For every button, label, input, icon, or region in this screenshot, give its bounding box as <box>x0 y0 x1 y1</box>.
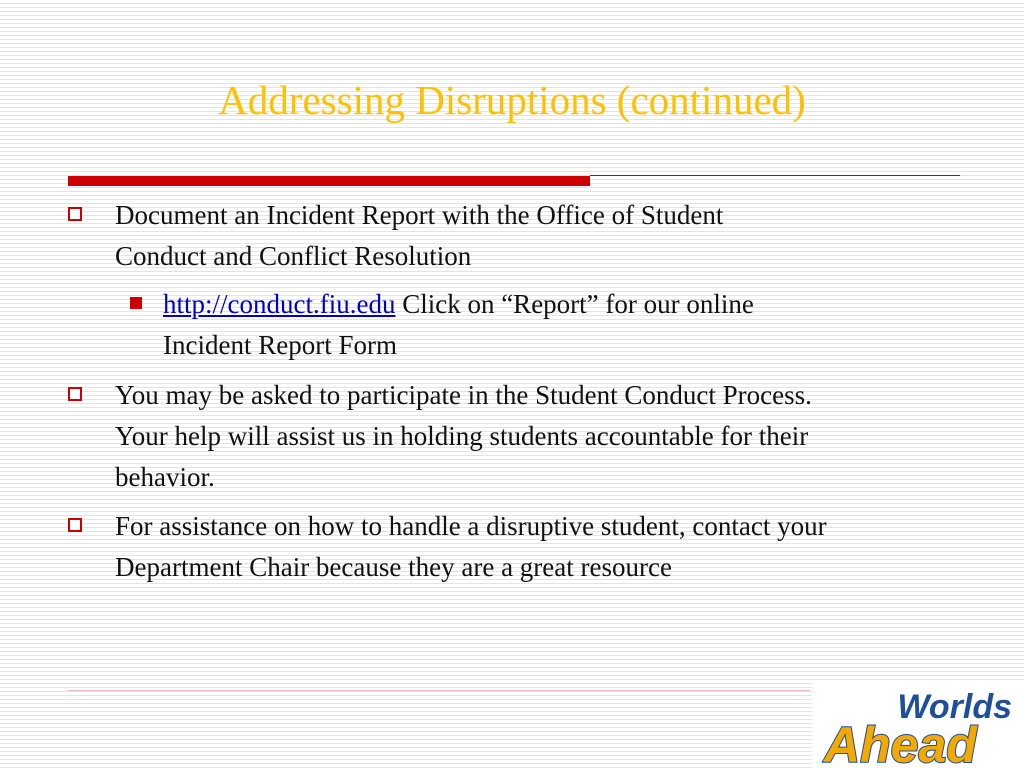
conduct-link[interactable]: http://conduct.fiu.edu <box>163 289 396 319</box>
sub-bullet-line-1 <box>163 284 993 325</box>
bullet-3-line-1: For assistance on how to handle a disruptive student, contact your <box>115 511 827 541</box>
sub-bullet-line-2: Incident Report Form <box>163 330 397 360</box>
footer-rule <box>68 690 810 691</box>
filled-square-bullet-icon <box>130 297 142 309</box>
bullet-2-line-1: You may be asked to participate in the Student Conduct Process. <box>115 380 812 410</box>
logo-worlds-text: Worlds <box>897 688 1012 726</box>
worlds-ahead-logo-graphic <box>812 680 1024 768</box>
bullet-3-line-2: Department Chair because they are a great resource <box>115 552 672 582</box>
bullet-1-line-2: Conduct and Conflict Resolution <box>115 241 472 271</box>
hollow-square-bullet-icon <box>68 518 82 532</box>
logo-ahead-text: Ahead <box>824 717 977 768</box>
bullet-1-line-1: Document an Incident Report with the Office of Student <box>115 200 724 230</box>
bullet-2-line-2: Your help will assist us in holding students accountable for their <box>115 421 809 451</box>
hollow-square-bullet-icon <box>68 207 82 221</box>
sub-bullet-text: Click on “Report” for our online <box>395 289 754 319</box>
hollow-square-bullet-icon <box>68 387 82 401</box>
bullet-2-line-3: behavior. <box>115 462 215 492</box>
slide-title: Addressing Disruptions (continued) <box>218 77 806 123</box>
worlds-ahead-logo <box>812 680 1024 768</box>
